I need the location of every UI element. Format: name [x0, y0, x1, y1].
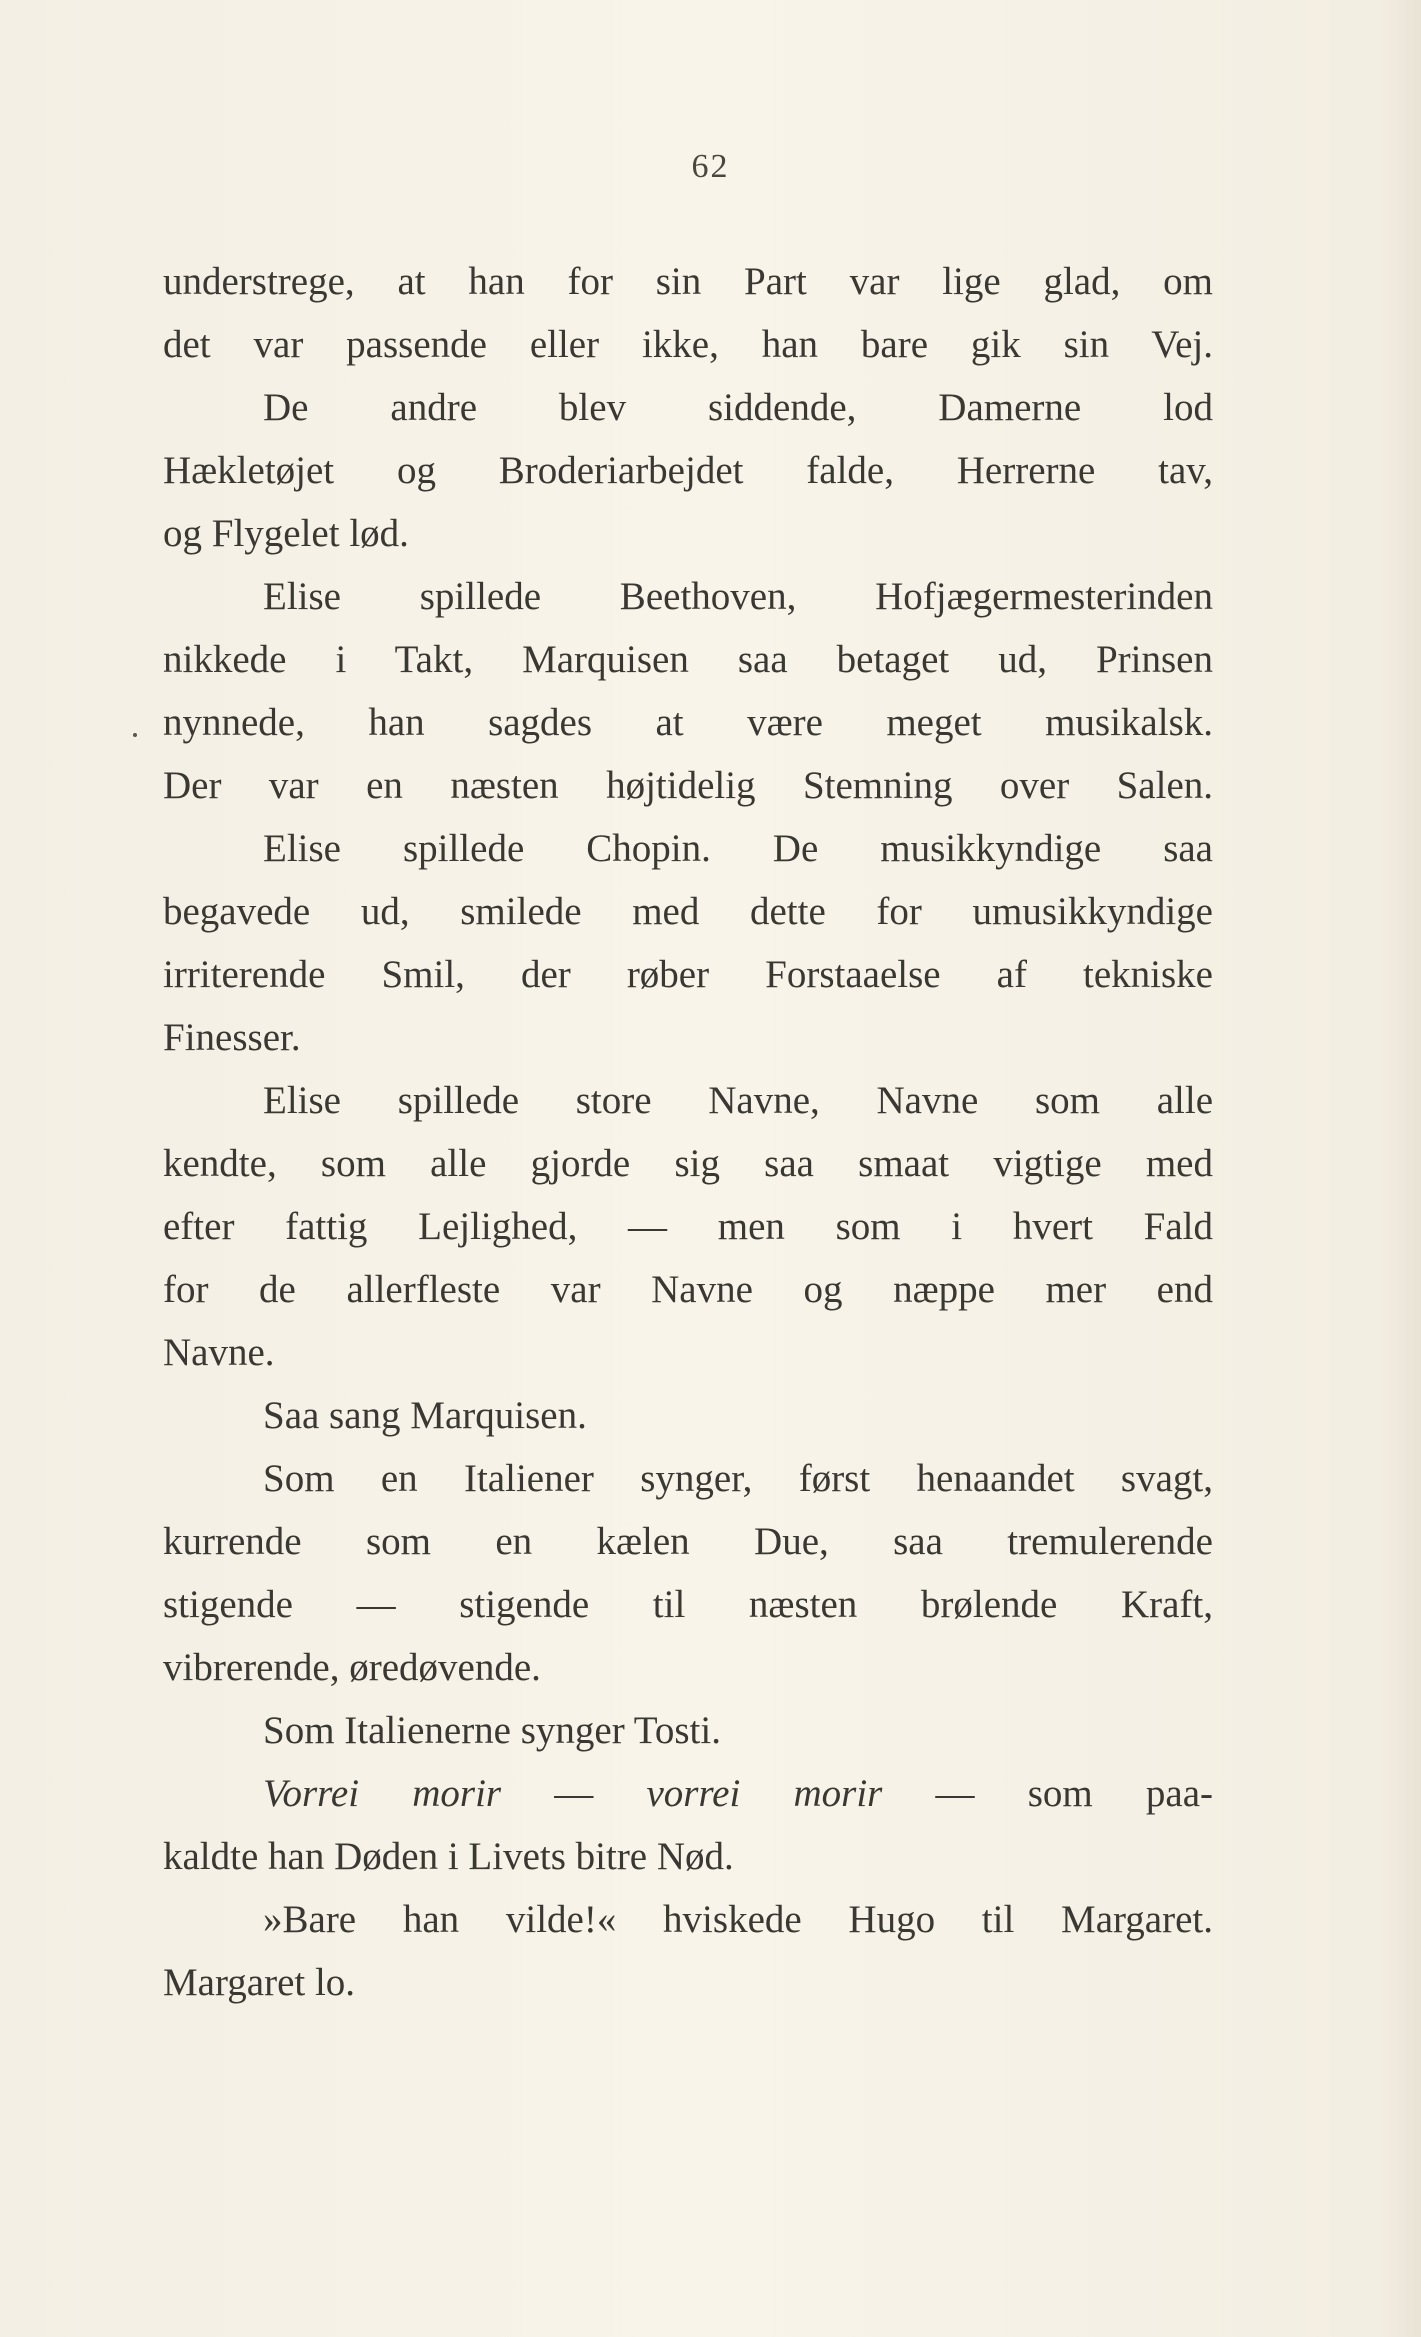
- italic-phrase: vorrei morir: [646, 1772, 883, 1815]
- text-line: »Bare han vilde!« hviskede Hugo til Margaret.: [263, 1898, 1213, 1941]
- text-line: Elise spillede Beethoven, Hofjægermesterinden: [263, 575, 1213, 618]
- text-line: vibrerende, øredøvende.: [163, 1646, 541, 1689]
- text-line: Der var en næsten højtidelig Stemning over Salen.: [163, 764, 1213, 807]
- text-line: for de allerfleste var Navne og næppe mer end: [163, 1268, 1213, 1311]
- text-line: Som Italienerne synger Tosti.: [263, 1709, 721, 1752]
- text-line-mixed: [163, 1762, 1213, 1825]
- line-continuation: — som paa-: [882, 1772, 1214, 1815]
- text-line: Hækletøjet og Broderiarbejdet falde, Herrerne tav,: [163, 449, 1213, 492]
- text-line: Elise spillede Chopin. De musikkyndige saa: [263, 827, 1213, 870]
- text-line: Margaret lo.: [163, 1961, 356, 2004]
- text-line: Finesser.: [163, 1016, 301, 1059]
- italic-phrase: Vorrei morir: [263, 1772, 502, 1815]
- text-line: efter fattig Lejlighed, — men som i hvert Fald: [163, 1205, 1213, 1248]
- text-line: De andre blev siddende, Damerne lod: [263, 386, 1213, 429]
- text-line: Som en Italiener synger, først henaandet svagt,: [263, 1457, 1213, 1500]
- text-line: Saa sang Marquisen.: [263, 1394, 587, 1437]
- text-line: Navne.: [163, 1331, 275, 1374]
- text-line: kaldte han Døden i Livets bitre Nød.: [163, 1835, 734, 1878]
- text-line: stigende — stigende til næsten brølende Kraft,: [163, 1583, 1213, 1626]
- page-number: 62: [691, 148, 730, 185]
- text-line: irriterende Smil, der røber Forstaaelse af tekniske: [163, 953, 1213, 996]
- text-line: nikkede i Takt, Marquisen saa betaget ud, Prinsen: [163, 638, 1213, 681]
- text-line: understrege, at han for sin Part var lige glad, om: [163, 260, 1213, 303]
- text-line: begavede ud, smilede med dette for umusikkyndige: [163, 890, 1213, 933]
- text-line: kendte, som alle gjorde sig saa smaat vigtige med: [163, 1142, 1213, 1185]
- text-line: nynnede, han sagdes at være meget musikalsk.: [163, 701, 1213, 744]
- text-line: kurrende som en kælen Due, saa tremulerende: [163, 1520, 1213, 1563]
- text-line: det var passende eller ikke, han bare gik sin Vej.: [163, 323, 1213, 366]
- stray-ink-mark: [133, 733, 137, 737]
- body-text: [163, 250, 1213, 2014]
- text-line: og Flygelet lød.: [163, 512, 409, 555]
- text-line: Elise spillede store Navne, Navne som alle: [263, 1079, 1213, 1122]
- dash-separator: —: [501, 1772, 647, 1815]
